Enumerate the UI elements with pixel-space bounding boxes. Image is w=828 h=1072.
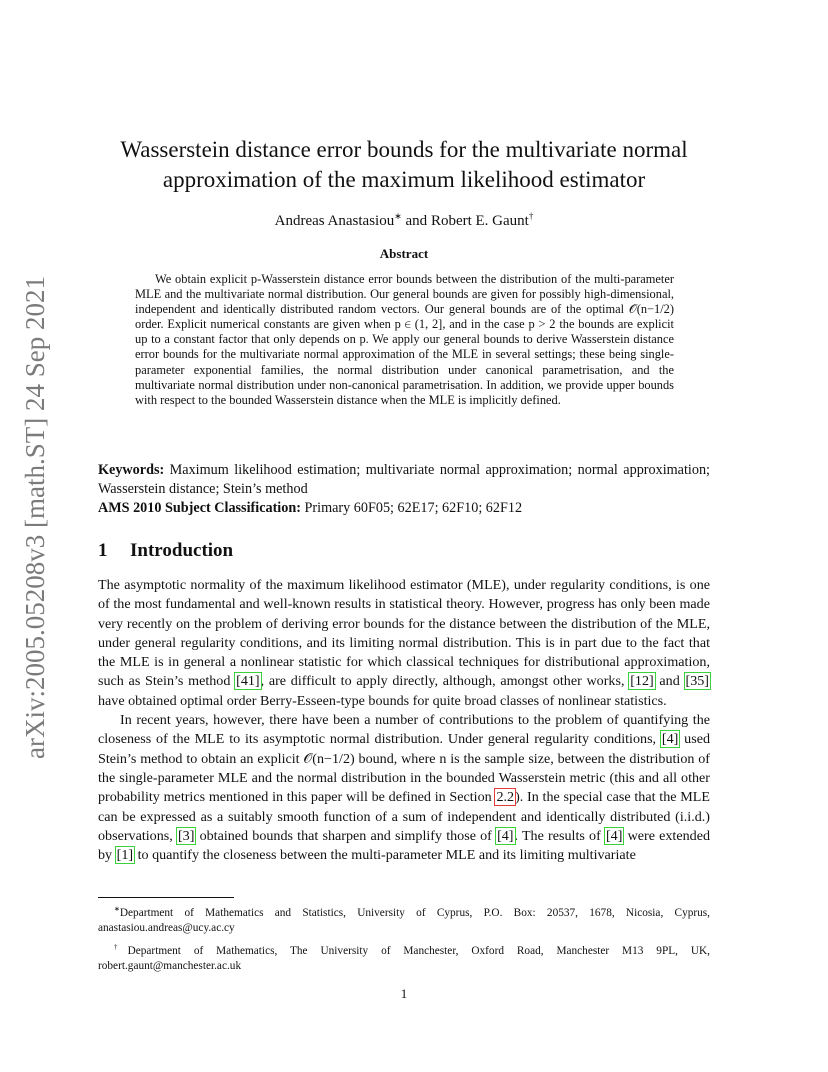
text-run: used Stein’s method to obtain an explicit 𝒪(n−1/2) bound, where n is the sample size, between the distribution of the single-parameter MLE and the normal distribution in the bounded Wasserstein metric (this and all other probability metrics mentioned in this paper will be defined in Section xyxy=(98,731,710,806)
citation-link[interactable]: [4] xyxy=(605,827,623,844)
citation-link[interactable]: [4] xyxy=(497,827,514,844)
paragraph xyxy=(98,576,710,711)
text-run: to quantify the closeness between the multi-parameter MLE and its limiting multivariate xyxy=(134,847,636,864)
title-line-2: approximation of the maximum likelihood estimator xyxy=(162,167,646,192)
footnote-divider xyxy=(98,897,234,898)
text-run: The asymptotic normality of the maximum likelihood estimator (MLE), under regularity conditions, is one of the most fundamental and well-known results in statistical theory. However, progress has only been made very recently on the problem of deriving error bounds for the distance between the distribution of the MLE, under general regularity conditions, and its limiting normal distribution. This is in part due to the fact that the MLE is in general a nonlinear statistic for which classical techniques for distributional approximation, such as Stein’s method xyxy=(98,577,710,690)
arxiv-identifier-stamp: arXiv:2005.05208v3 [math.ST] 24 Sep 2021 xyxy=(20,276,50,759)
author-separator: and xyxy=(401,213,431,229)
footnote-text: Department of Mathematics, The University of Manchester, Oxford Road, Manchester M13 9PL, UK, robert.gaunt@manchester.ac.uk xyxy=(98,944,711,972)
citation-link[interactable]: [35] xyxy=(685,673,709,690)
footnote-mark[interactable]: † xyxy=(528,211,534,221)
introduction-body xyxy=(98,576,710,865)
keywords-label: Keywords: xyxy=(98,462,165,478)
keywords-block xyxy=(98,461,710,518)
footnotes xyxy=(98,902,710,978)
author-name: Robert E. Gaunt xyxy=(430,213,529,229)
text-run: . The results of xyxy=(514,827,605,844)
text-run: were extended by xyxy=(98,827,711,864)
footnote-affiliation-1 xyxy=(98,902,710,936)
section-title: Introduction xyxy=(130,540,234,561)
section-reference-link[interactable]: 2.2 xyxy=(496,789,515,806)
page-number: 1 xyxy=(400,986,408,1001)
footnote-mark[interactable]: ∗ xyxy=(394,211,402,221)
ams-label: AMS 2010 Subject Classification: xyxy=(98,500,301,516)
citation-link[interactable]: [12] xyxy=(630,673,654,690)
text-run: , are difficult to apply directly, although, amongst other works, xyxy=(260,673,630,690)
citation-link[interactable]: [3] xyxy=(177,827,195,844)
keywords-line xyxy=(98,461,710,499)
text-run: obtained bounds that sharpen and simplify those of xyxy=(195,827,497,844)
author-name: Andreas Anastasiou xyxy=(274,213,395,229)
abstract-heading: Abstract xyxy=(379,246,429,261)
text-run: In recent years, however, there have been a number of contributions to the problem of quantifying the closeness of the MLE to its asymptotic normal distribution. Under general regularity conditions, xyxy=(98,712,710,748)
citation-link[interactable]: [1] xyxy=(116,847,134,864)
footnote-affiliation-2 xyxy=(98,940,710,974)
section-number: 1 xyxy=(98,540,108,561)
text-run: ). In the special case that the MLE can be expressed as a suitably smooth function of a sum of independent and identically distributed (i.i.d.) observations, xyxy=(98,789,710,844)
keywords-text: Maximum likelihood estimation; multivariate normal approximation; normal approximation; Wasserstein distance; Stein’s method xyxy=(98,462,710,497)
title-line-1: Wasserstein distance error bounds for the multivariate normal xyxy=(120,137,688,162)
text-run: have obtained optimal order Berry-Esseen-type bounds for quite broad classes of nonlinear statistics. xyxy=(98,692,667,709)
paragraph xyxy=(98,711,710,865)
footnote-mark: † xyxy=(114,942,128,951)
footnote-mark: ∗ xyxy=(114,905,120,913)
footnote-text: Department of Mathematics and Statistics, University of Cyprus, P.O. Box: 20537, 1678, Nicosia, Cyprus, anastasiou.andreas@ucy.ac.cy xyxy=(98,906,710,934)
citation-link[interactable]: [4] xyxy=(661,731,679,748)
citation-link[interactable]: [41] xyxy=(236,673,260,690)
ams-text: Primary 60F05; 62E17; 62F10; 62F12 xyxy=(300,500,523,516)
text-run: and xyxy=(654,673,685,690)
paper-title xyxy=(98,135,710,195)
section-heading xyxy=(98,540,710,562)
author-list xyxy=(98,211,710,230)
ams-classification-line xyxy=(98,499,710,518)
abstract-text: We obtain explicit p-Wasserstein distance error bounds between the distribution of the multi-parameter MLE and the multivariate normal distribution. Our general bounds are given for possibly high-dimensional, independent and identically distributed random vectors. Our general bounds are of the optimal 𝒪(n−1/2) order. Explicit numerical constants are given when p ∈ (1, 2], and in the case p > 2 the bounds are explicit up to a constant factor that only depends on p. We apply our general bounds to derive Wasserstein distance error bounds for the multivariate normal approximation of the MLE in several settings; these being single-parameter exponential families, the normal distribution under canonical parametrisation, and the multivariate normal distribution under non-canonical parametrisation. In addition, we provide upper bounds with respect to the bounded Wasserstein distance when the MLE is implicitly defined. xyxy=(135,272,674,407)
